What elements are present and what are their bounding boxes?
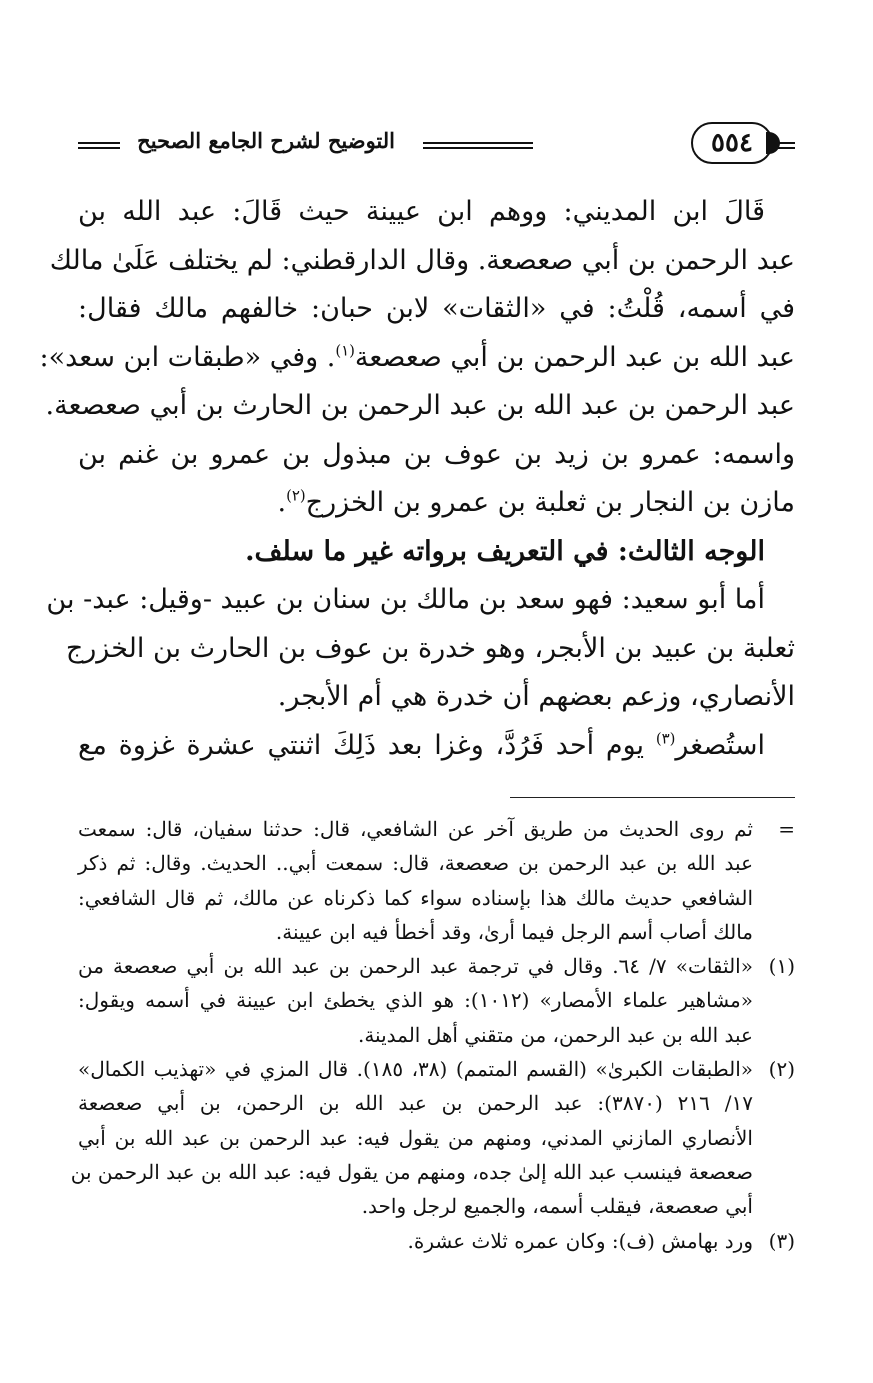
footnote-reference[interactable]: (١): [335, 341, 355, 360]
text-line: [78, 188, 795, 237]
footnote-marker: (١): [768, 954, 795, 979]
footnote-text: الأنصاري المازني المدني، ومنهم من يقول فيه: عبد الرحمن بن عبد الله بن أبي: [78, 1125, 753, 1150]
footnote-text: ١٧/ ٢١٦ (٣٨٧٠): عبد الرحمن بن عبد الله بن الرحمن، بن أبي صعصعة: [78, 1091, 753, 1116]
line-text: في أسمه، قُلْتُ: في «الثقات» لابن حبان: خالفهم مالك فقال:: [78, 293, 795, 324]
line-text: قَالَ ابن المديني: ووهم ابن عيينة حيث قَالَ: عبد الله بن: [78, 196, 765, 227]
footnote-reference[interactable]: (٣): [655, 729, 676, 748]
footnote-text: الشافعي حديث مالك هذا بإسناده سواء كما ذكرناه عن مالك، ثم قال الشافعي:: [78, 885, 753, 910]
footnote-separator: [510, 797, 795, 798]
footnote-text: «الطبقات الكبرىٰ» (القسم المتمم) (٣٨، ١٨٥). قال المزي في «تهذيب الكمال»: [78, 1057, 754, 1082]
footnote-marker: (٢): [768, 1057, 795, 1082]
footnote-marker: =: [778, 817, 795, 841]
footnote-line: [78, 1224, 795, 1258]
page-header: [78, 122, 795, 168]
line-text: واسمه: عمرو بن زيد بن عوف بن مبذول بن عمرو بن غنم بن: [78, 438, 795, 470]
text-line: [65, 625, 795, 674]
footnote-text: مالك أصاب أسم الرجل فيما أرىٰ، وقد أخطأ فيه ابن عيينة.: [275, 919, 753, 944]
footnote-line: [78, 915, 795, 949]
header-rule-left: [78, 142, 120, 149]
line-text: أما أبو سعيد: فهو سعد بن مالك بن سنان بن عبيد -وقيل: عبد- بن: [46, 584, 765, 615]
footnote-text: «الثقات» ٧/ ٦٤. وقال في ترجمة عبد الرحمن بن عبد الله بن أبي صعصعة من: [78, 954, 753, 979]
footnote-line: [78, 881, 795, 915]
section-heading: [78, 528, 795, 577]
line-text: الوجه الثالث: في التعريف برواته غير ما سلف.: [245, 535, 765, 567]
footnote-reference[interactable]: (٢): [286, 486, 306, 505]
footnote-line: [78, 812, 795, 846]
line-text: عبد الله بن عبد الرحمن بن أبي صعصعة: [354, 341, 795, 373]
footnote-line: [78, 1052, 795, 1086]
line-text: عبد الرحمن بن أبي صعصعة. وقال الدارقطني: لم يختلف عَلَىٰ مالك: [49, 244, 795, 276]
text-line: [39, 334, 795, 383]
line-text: استُصغر: [675, 729, 765, 761]
footnote-line: [78, 1121, 795, 1155]
main-text: [39, 188, 795, 770]
footnote-line: [78, 846, 795, 880]
text-line: [78, 285, 795, 334]
text-line: [78, 479, 795, 528]
footnote-line: [78, 1189, 795, 1223]
running-title: التوضيح لشرح الجامع الصحيح: [137, 128, 395, 153]
line-text-continuation: . وفي «طبقات ابن سعد»:: [39, 341, 336, 373]
footnote-text: عبد الله بن عبد الرحمن بن صعصعة، قال: سمعت أبي.. الحديث. وقال: ثم ذكر: [78, 851, 753, 876]
text-line: [78, 722, 795, 771]
footnote-text: عبد الله بن عبد الرحمن، من متقني أهل المدينة.: [357, 1022, 753, 1047]
line-text: مازن بن النجار بن ثعلبة بن عمرو بن الخزرج: [305, 487, 795, 518]
text-line: [78, 673, 795, 722]
text-line: [45, 382, 795, 431]
footnote-text: «مشاهير علماء الأمصار» (١٠١٢): هو الذي يخطئ ابن عيينة في أسمه ويقول:: [78, 988, 753, 1013]
text-line: [49, 237, 795, 286]
footnote-text: ورد بهامش (ف): وكان عمره ثلاث عشرة.: [407, 1228, 753, 1253]
footnote-marker: (٣): [768, 1228, 795, 1253]
line-text-continuation: .: [277, 487, 287, 518]
text-line: [78, 431, 795, 480]
footnote-line: [78, 1086, 795, 1120]
footnote-text: أبي صعصعة، فيقلب أسمه، والجميع لرجل واحد.: [361, 1194, 753, 1219]
footnote-line: [78, 983, 795, 1017]
footnote-line: [70, 1155, 795, 1189]
text-line: [46, 576, 795, 625]
footnote-line: [78, 949, 795, 983]
line-text-continuation: يوم أحد فَرُدَّ، وغزا بعد ذَلِكَ اثنتي عشرة غزوة مع: [78, 729, 656, 761]
line-text: عبد الرحمن بن عبد الله بن عبد الرحمن بن الحارث بن أبي صعصعة.: [45, 390, 795, 421]
footnote-text: ثم روى الحديث من طريق آخر عن الشافعي، قال: حدثنا سفيان، قال: سمعت: [78, 817, 753, 841]
line-text: ثعلبة بن عبيد بن الأبجر، وهو خدرة بن عوف بن الحارث بن الخزرج: [65, 632, 795, 664]
header-rule-middle: [423, 142, 533, 149]
page-number: ٥٥٤: [691, 122, 773, 164]
line-text: الأنصاري، وزعم بعضهم أن خدرة هي أم الأبجر.: [277, 681, 795, 712]
footnotes: [70, 812, 795, 1258]
footnote-text: صعصعة فينسب عبد الله إلىٰ جده، ومنهم من يقول فيه: عبد الله بن عبد الرحمن بن: [70, 1159, 753, 1184]
footnote-line: [78, 1018, 795, 1052]
